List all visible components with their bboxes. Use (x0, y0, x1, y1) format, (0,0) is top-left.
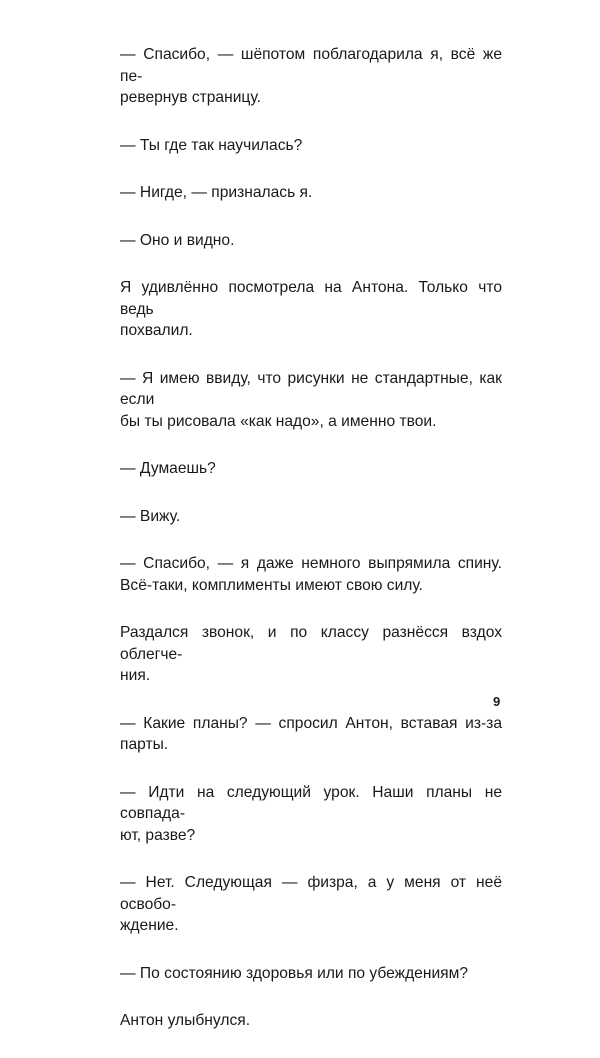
text-line: ния. (120, 667, 151, 684)
text-line: ждение. (120, 917, 179, 934)
text-line: ревернув страницу. (120, 89, 261, 106)
text-line: — Какие планы? — спросил Антон, вставая из-за парты. (120, 714, 502, 753)
paragraph (120, 368, 502, 433)
text-line: — Идти на следующий урок. Наши планы не совпада- (120, 783, 502, 822)
text-line: — Оно и видно. (120, 231, 235, 249)
paragraph (120, 44, 502, 109)
text-line: Антон улыбнулся. (120, 1012, 251, 1029)
text-line: — Нигде, — призналась я. (120, 184, 313, 201)
text-line: похвалил. (120, 322, 193, 339)
paragraph (120, 782, 502, 847)
paragraph (120, 872, 502, 937)
page-number: 9 (493, 694, 501, 709)
text-line: ют, разве? (120, 826, 196, 844)
text-line: — Вижу. (120, 507, 181, 525)
page-text (120, 44, 502, 1058)
paragraph (120, 1010, 502, 1032)
text-line: — Нет. Следующая — физра, а у меня от неё освобо- (120, 874, 502, 913)
text-line: — По состоянию здоровья или по убеждениям? (120, 964, 469, 982)
text-line: — Ты где так научилась? (120, 136, 303, 154)
text-line: Раздался звонок, и по классу разнёсся вздох облегче- (120, 624, 502, 663)
paragraph (120, 713, 502, 756)
paragraph (120, 506, 502, 528)
text-line: бы ты рисовала «как надо», а именно твои. (120, 412, 437, 430)
paragraph (120, 182, 502, 204)
paragraph (120, 458, 502, 480)
paragraph (120, 963, 502, 985)
paragraph (120, 622, 502, 687)
paragraph (120, 135, 502, 157)
text-line: — Я имею ввиду, что рисунки не стандартные, как если (120, 369, 502, 408)
text-line: — Спасибо, — шёпотом поблагодарила я, всё же пе- (120, 46, 502, 85)
text-line: Всё-таки, комплименты имеют свою силу. (120, 576, 423, 594)
text-line: Я удивлённо посмотрела на Антона. Только что ведь (120, 279, 502, 318)
text-line: — Спасибо, — я даже немного выпрямила спину. (120, 555, 502, 572)
paragraph (120, 553, 502, 596)
paragraph (120, 230, 502, 252)
text-line: — Думаешь? (120, 460, 216, 477)
paragraph (120, 277, 502, 342)
